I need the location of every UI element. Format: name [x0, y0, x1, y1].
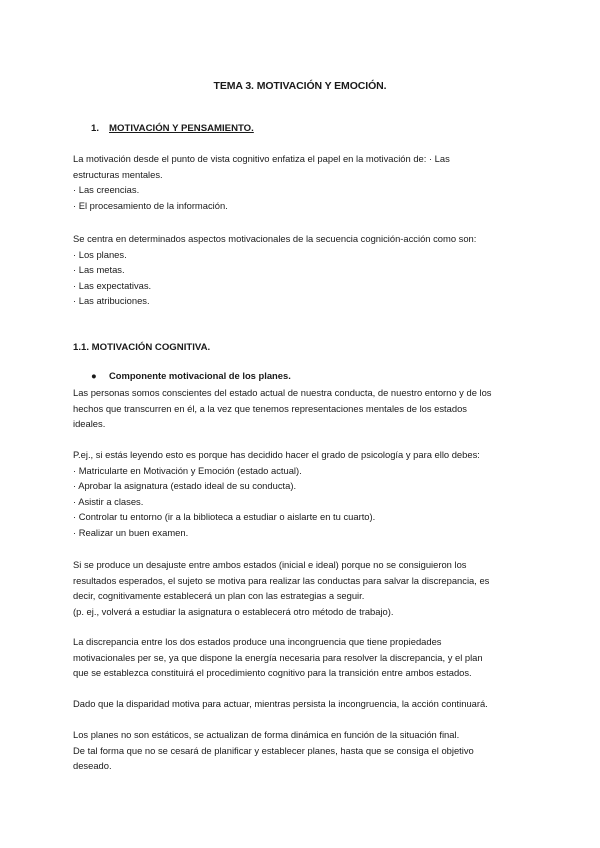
text-line: ideales.: [73, 418, 106, 430]
document-title: TEMA 3. MOTIVACIÓN Y EMOCIÓN.: [213, 80, 387, 92]
bullet-title: Componente motivacional de los planes.: [109, 370, 291, 381]
aspects-paragraph: [73, 231, 533, 309]
list-item: · Las expectativas.: [73, 279, 152, 291]
list-item: · Asistir a clases.: [73, 495, 144, 507]
text-line: Los planes no son estáticos, se actualizan de forma dinámica en función de la situación final.: [73, 729, 460, 740]
discrepancia-paragraph: [73, 634, 533, 681]
text-line: deseado.: [73, 760, 112, 772]
text-line: estructuras mentales.: [73, 168, 163, 180]
list-item: · Los planes.: [73, 248, 127, 260]
list-item: · Controlar tu entorno (ir a la biblioteca a estudiar o aislarte en tu cuarto).: [73, 511, 376, 523]
section-title: MOTIVACIÓN Y PENSAMIENTO.: [109, 123, 254, 134]
list-item: · El procesamiento de la información.: [73, 199, 228, 211]
section-number: 1.: [91, 123, 100, 134]
list-item: · Las atribuciones.: [73, 295, 150, 307]
bullet-icon: ●: [91, 370, 97, 381]
example-paragraph: [73, 447, 533, 541]
list-item: · Las metas.: [73, 264, 125, 276]
bullet-heading: [91, 370, 291, 381]
text-line: Las personas somos conscientes del estado actual de nuestra conducta, de nuestro entorno y de los: [73, 387, 492, 398]
text-line: (p. ej., volverá a estudiar la asignatura o establecerá otro método de trabajo).: [73, 605, 394, 617]
intro-paragraph: [73, 151, 533, 213]
section-heading: [91, 123, 254, 134]
text-line: hechos que transcurren en él, a la vez que tenemos representaciones mentales de los estados: [73, 402, 467, 414]
text-line: que se establezca constituirá el procedimiento cognitivo para la transición entre ambos estados.: [73, 667, 472, 679]
text-line: La discrepancia entre los dos estados produce una incongruencia que tiene propiedades: [73, 636, 442, 647]
list-item: · Realizar un buen examen.: [73, 526, 189, 538]
text-line: La motivación desde el punto de vista cognitivo enfatiza el papel en la motivación de: · Las: [73, 153, 450, 164]
list-item: · Las creencias.: [73, 184, 140, 196]
text-line: motivacionales per se, ya que dispone la energía necesaria para resolver la discrepancia, y el plan: [73, 651, 483, 663]
text-line: Si se produce un desajuste entre ambos estados (inicial e ideal) porque no se consiguieron los: [73, 559, 467, 570]
planes-dinamicos-paragraph: [73, 727, 533, 774]
desajuste-paragraph: [73, 557, 533, 619]
text-line: De tal forma que no se cesará de planificar y establecer planes, hasta que se consiga el objetivo: [73, 744, 474, 756]
list-item: · Matricularte en Motivación y Emoción (estado actual).: [73, 464, 302, 476]
text-line: resultados esperados, el sujeto se motiva para realizar las conductas para salvar la discrepancia, es: [73, 574, 490, 586]
text-line: Se centra en determinados aspectos motivacionales de la secuencia cognición-acción como son:: [73, 233, 477, 244]
text-line: decir, cognitivamente establecerá un plan con las estrategias a seguir.: [73, 590, 365, 602]
list-item: · Aprobar la asignatura (estado ideal de su conducta).: [73, 480, 297, 492]
planes-paragraph: [73, 385, 533, 432]
text-line: Dado que la disparidad motiva para actuar, mientras persista la incongruencia, la acción continuará.: [73, 698, 488, 709]
text-line: P.ej., si estás leyendo esto es porque has decidido hacer el grado de psicología y para ello debes:: [73, 449, 480, 460]
disparidad-paragraph: [73, 696, 533, 712]
subsection-heading: 1.1. MOTIVACIÓN COGNITIVA.: [73, 342, 211, 353]
